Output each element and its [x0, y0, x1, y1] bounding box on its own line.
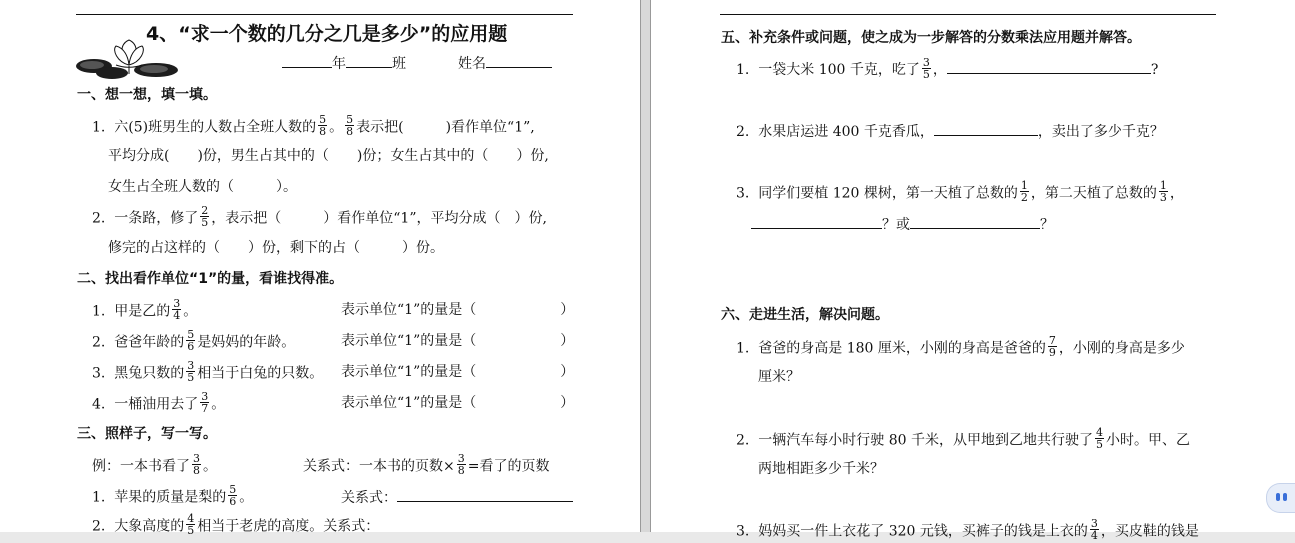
s1-q2-line2: 修完的占这样的（ ）份，剩下的占（ ）份。	[108, 240, 444, 256]
s1-q2-line1: 2. 一条路，修了 $\frac{2}{5}$ ，表示把（ ）看作单位“1”，平均分成（ ）份,	[92, 204, 547, 229]
s6-q1-line1: 1. 爸爸的身高是 180 厘米，小刚的身高是爸爸的 $\frac{7}{9}$ ，小刚的身高是多少	[736, 334, 1185, 359]
fraction: $\frac{5}{8}$	[319, 113, 327, 138]
fraction: $\frac{5}{8}$	[346, 113, 354, 138]
fraction: $\frac{1}{3}$	[1159, 179, 1167, 204]
s5-q3-line2: ？或 ？	[751, 213, 1054, 235]
fraction: $\frac{2}{5}$	[201, 204, 209, 229]
fraction: $\frac{4}{5}$	[187, 512, 195, 537]
fraction: $\frac{3}{5}$	[187, 359, 195, 384]
s6-q2-line2: 两地相距多少千米？	[758, 461, 884, 477]
page-gap	[640, 0, 651, 532]
s5-q1: 1. 一袋大米 100 千克，吃了 $\frac{3}{5}$ ， ?	[736, 55, 1159, 81]
s6-q1-line2: 厘米？	[758, 369, 800, 385]
s2-item-1: 1. 甲是乙的 $\frac{3}{4}$ 。	[92, 297, 198, 322]
s2-item-3: 3. 黑兔只数的 $\frac{3}{5}$ 相当于白兔的只数。	[92, 359, 324, 384]
s3-q1-relation: 关系式：	[341, 486, 573, 508]
section1-heading: 一、想一想，填一填。	[77, 87, 217, 103]
s2-item-1-answer: 表示单位“1”的量是（ ）	[341, 302, 575, 318]
s6-q2-line1: 2. 一辆汽车每小时行驶 80 千米，从甲地到乙地共行驶了 $\frac{4}{5}$ 小时。甲、乙	[736, 426, 1190, 451]
header-fields: 年 班 姓名	[282, 52, 552, 74]
assistant-float-button[interactable]	[1266, 483, 1295, 513]
s2-item-2-answer: 表示单位“1”的量是（ ）	[341, 333, 575, 349]
header-rule	[720, 14, 1216, 15]
fraction: $\frac{4}{5}$	[1095, 426, 1103, 451]
section3-heading: 三、照样子，写一写。	[77, 426, 217, 442]
fraction: $\frac{5}{6}$	[229, 483, 237, 508]
fraction: $\frac{3}{7}$	[201, 390, 209, 415]
s6-q3-line1: 3. 妈妈买一件上衣花了 320 元钱，买裤子的钱是上衣的 $\frac{3}{4}$ ，买皮鞋的钱是	[736, 517, 1199, 542]
s1-q1-line1: 1. 六(5)班男生的人数占全班人数的 $\frac{5}{8}$ 。 $\frac{5}{8}$ 表示把( )看作单位“1”,	[92, 113, 535, 138]
s1-q1-line3: 女生占全班人数的（ ）。	[108, 179, 297, 195]
fraction: $\frac{3}{8}$	[457, 452, 465, 477]
s2-item-2: 2. 爸爸年龄的 $\frac{5}{6}$ 是妈妈的年龄。	[92, 328, 296, 353]
s2-item-3-answer: 表示单位“1”的量是（ ）	[341, 364, 575, 380]
fraction: $\frac{7}{9}$	[1048, 334, 1056, 359]
s5-q2: 2. 水果店运进 400 千克香瓜， ，卖出了多少千克？	[736, 120, 1164, 142]
s3-q1: 1. 苹果的质量是梨的 $\frac{5}{6}$ 。	[92, 483, 254, 508]
assistant-icon	[1276, 493, 1280, 501]
section6-heading: 六、走进生活，解决问题。	[721, 307, 889, 323]
s1-q1-line2: 平均分成( )份，男生占其中的（ )份；女生占其中的（ ）份,	[108, 148, 549, 164]
page-title: 4、“求一个数的几分之几是多少”的应用题	[146, 23, 508, 45]
right-page	[651, 0, 1295, 542]
s5-q3-line1: 3. 同学们要植 120 棵树，第一天植了总数的 $\frac{1}{2}$ ，第二天植了总数的 $\frac{1}{3}$ ，	[736, 179, 1184, 204]
s2-item-4-answer: 表示单位“1”的量是（ ）	[341, 395, 575, 411]
left-page	[0, 0, 640, 537]
s3-example: 例：一本书看了 $\frac{3}{8}$ 。	[92, 452, 217, 477]
fraction: $\frac{3}{8}$	[193, 452, 200, 477]
fraction: $\frac{3}{4}$	[1090, 517, 1098, 542]
section5-heading: 五、补充条件或问题，使之成为一步解答的分数乘法应用题并解答。	[721, 30, 1141, 46]
fraction: $\frac{3}{5}$	[922, 55, 930, 81]
fraction: $\frac{3}{4}$	[173, 297, 181, 322]
fraction: $\frac{5}{6}$	[187, 328, 195, 353]
fraction: $\frac{1}{2}$	[1020, 179, 1028, 204]
header-rule	[76, 14, 573, 15]
s3-q2: 2. 大象高度的 $\frac{4}{5}$ 相当于老虎的高度。关系式：	[92, 512, 380, 537]
s2-item-4: 4. 一桶油用去了 $\frac{3}{7}$ 。	[92, 390, 226, 415]
section2-heading: 二、找出看作单位“1”的量，看谁找得准。	[77, 271, 344, 287]
s3-example-relation: 关系式：一本书的页数× $\frac{3}{8}$ =看了的页数	[303, 452, 550, 477]
